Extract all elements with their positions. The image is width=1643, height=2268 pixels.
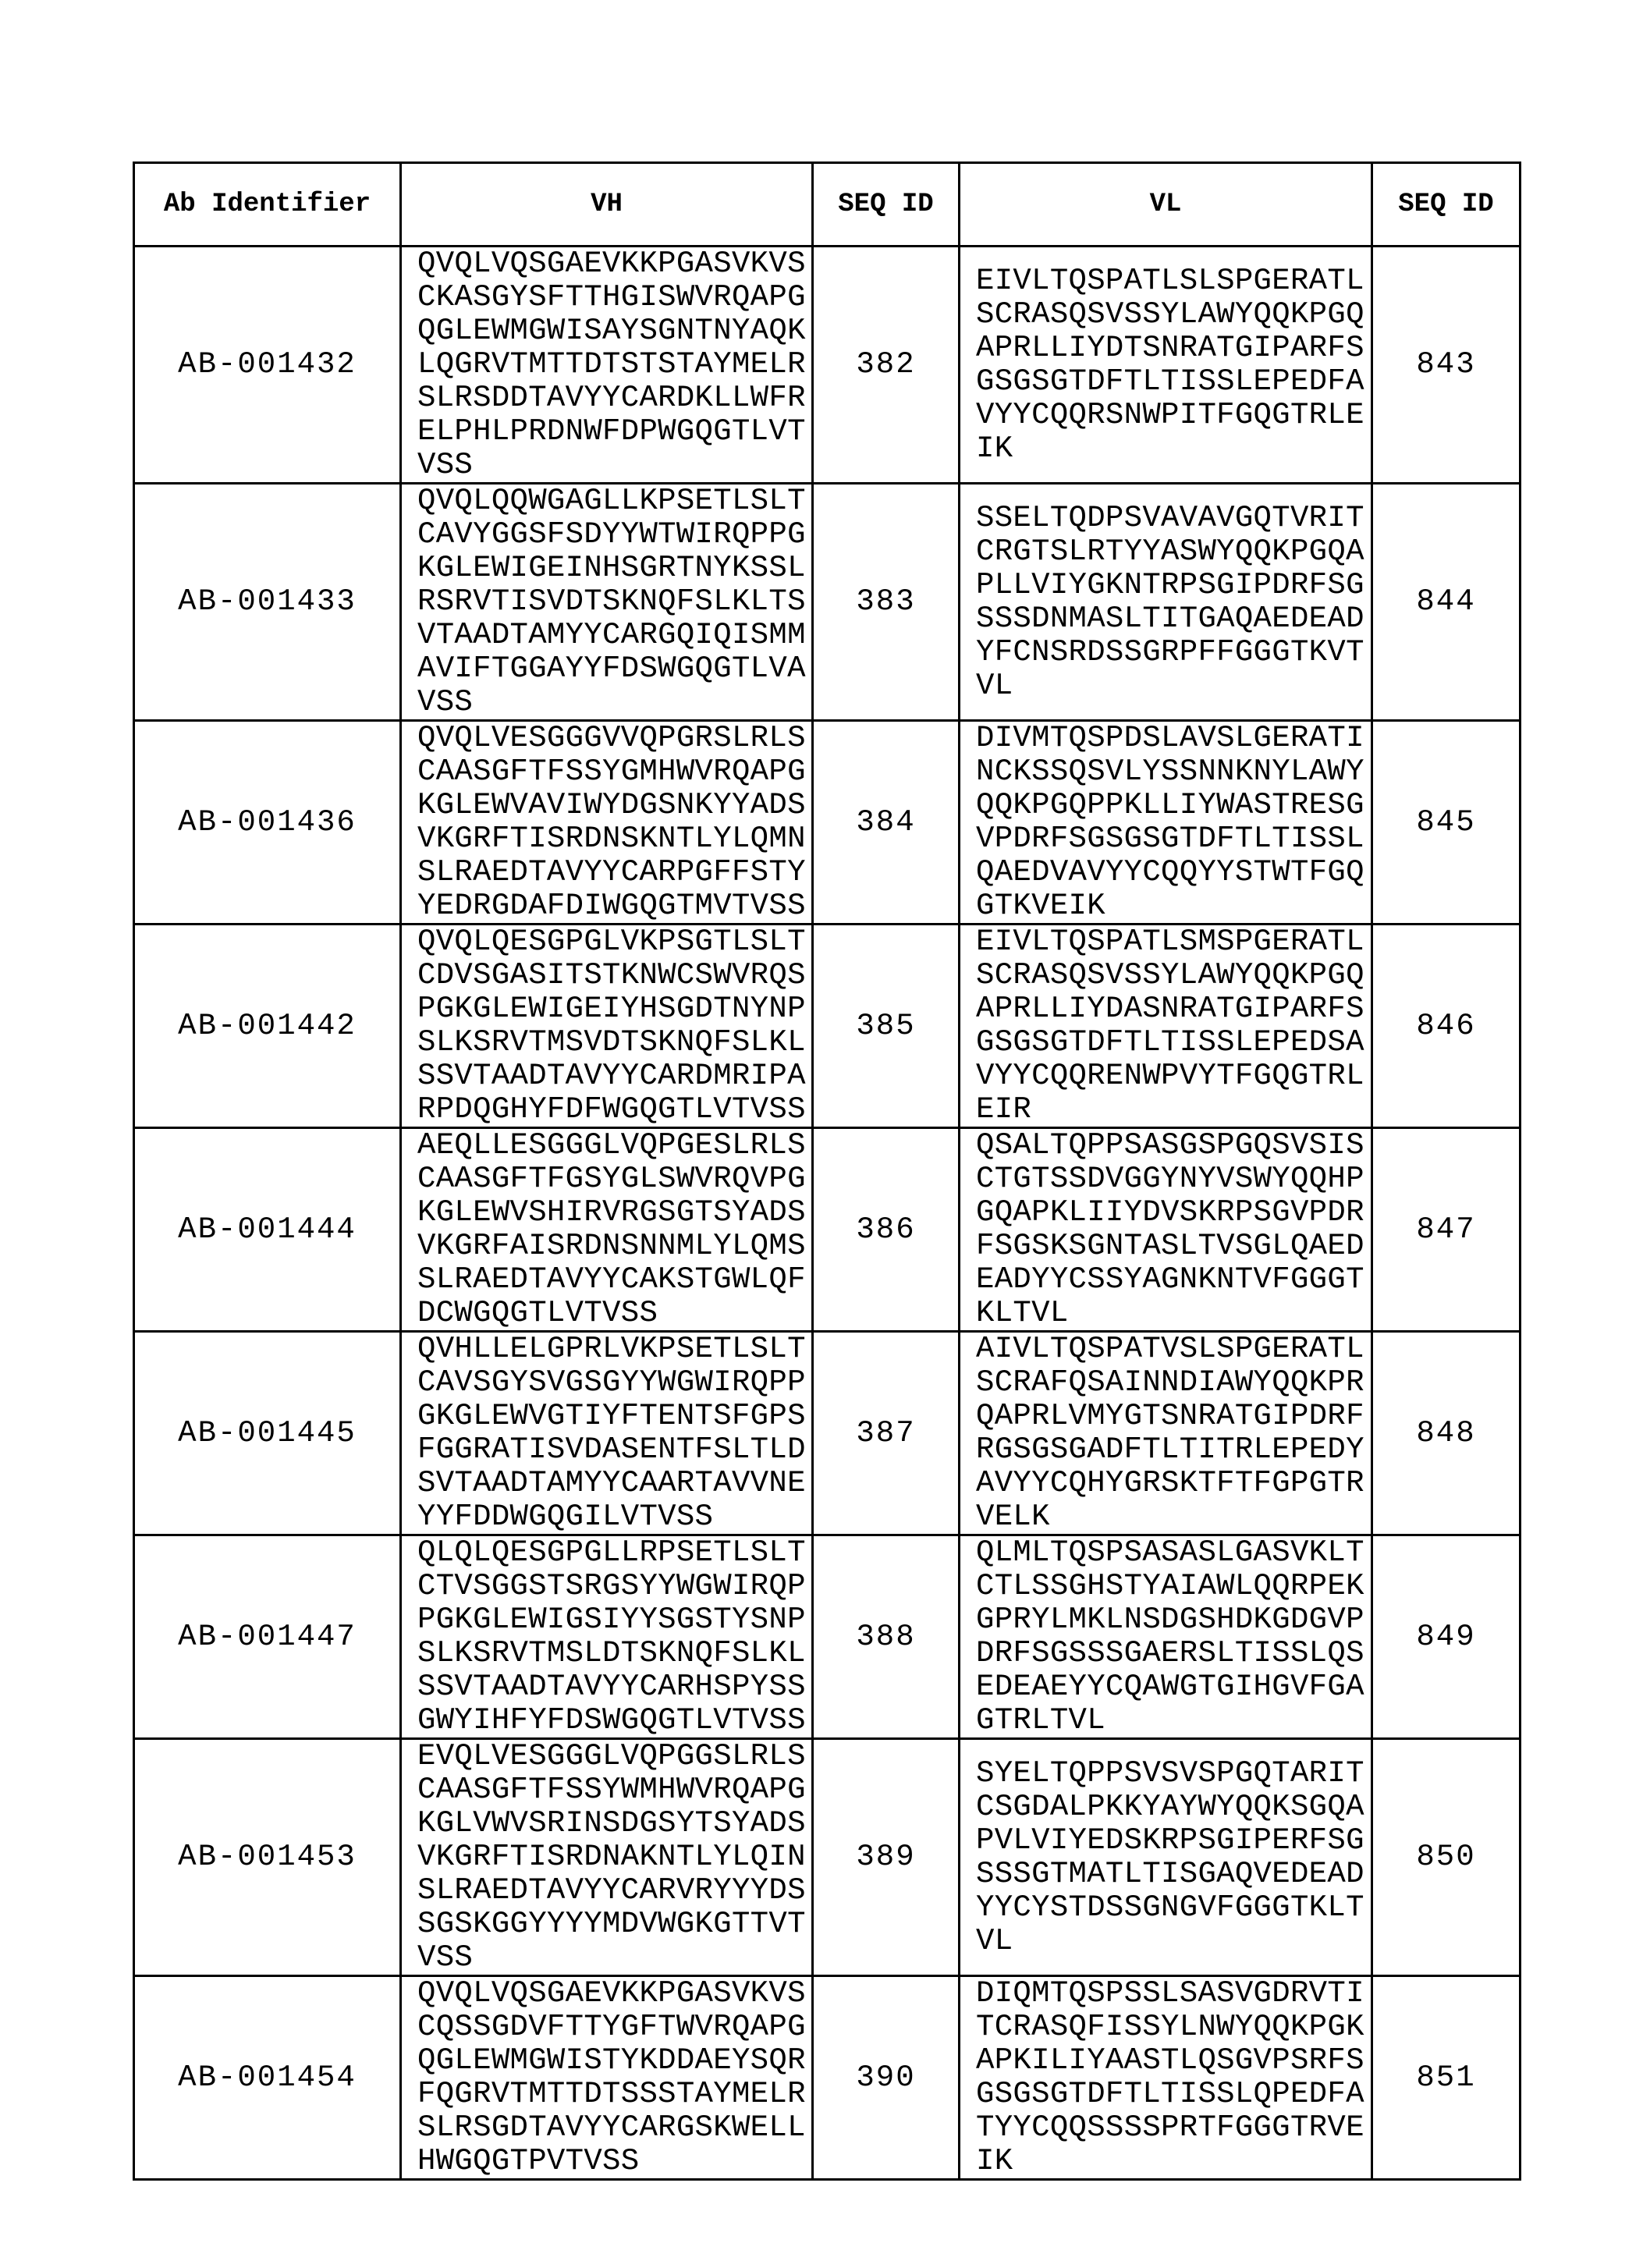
sequence-line: GSGSGTDFTLTISSLEPEDFA [976,365,1371,399]
vh-sequence-cell [401,1535,813,1739]
sequence-line: EIVLTQSPATLSLSPGERATL [976,264,1371,298]
sequence-line: TCRASQFISSYLNWYQQKPGK [976,2011,1371,2044]
sequence-line: QGLEWMGWISTYKDDAEYSQR [417,2044,811,2078]
sequence-line: SLKSRVTMSLDTSKNQFSLKL [417,1637,811,1670]
sequence-line: DCWGQGTLVTVSS [417,1297,811,1330]
vh-sequence-cell [401,721,813,925]
header-vh-seq-id: SEQ ID [813,163,960,247]
sequence-line: PLLVIYGKNTRPSGIPDRFSG [976,569,1371,602]
sequence-line: PVLVIYEDSKRPSGIPERFSG [976,1824,1371,1858]
sequence-line: VKGRFTISRDNSKNTLYLQMN [417,822,811,856]
vl-seq-id-cell: 846 [1372,925,1521,1128]
header-vl: VL [960,163,1372,247]
sequence-line: FQGRVTMTTDTSSSTAYMELR [417,2078,811,2111]
table-row [134,1739,1521,1976]
sequence-line: GSGSGTDFTLTISSLQPEDFA [976,2078,1371,2111]
sequence-line: CTLSSGHSTYAIAWLQQRPEK [976,1570,1371,1603]
sequence-line: GTKVEIK [976,889,1371,923]
sequence-line: SSSDNMASLTITGAQAEDEAD [976,602,1371,636]
sequence-line: GPRYLMKLNSDGSHDKGDGVP [976,1603,1371,1637]
sequence-line: SLRSGDTAVYYCARGSKWELL [417,2111,811,2145]
vh-seq-id-cell: 390 [813,1976,960,2180]
vl-sequence-cell [960,1739,1372,1976]
sequence-line: CQSSGDVFTTYGFTWVRQAPG [417,2011,811,2044]
sequence-line: VELK [976,1500,1371,1534]
sequence-line: EIR [976,1093,1371,1127]
sequence-line: PGKGLEWIGEIYHSGDTNYNP [417,992,811,1026]
sequence-line: SVTAADTAMYYCAARTAVVNE [417,1467,811,1500]
sequence-line: SLRSDDTAVYYCARDKLLWFR [417,382,811,415]
sequence-line: GKGLEWVGTIYFTENTSFGPS [417,1400,811,1433]
sequence-line: VSS [417,1941,811,1975]
vh-seq-id-cell: 382 [813,247,960,484]
vl-seq-id-cell: 843 [1372,247,1521,484]
sequence-line: CAVYGGSFSDYYWTWIRQPPG [417,518,811,552]
sequence-line: VTAADTAMYYCARGQIQISMM [417,619,811,652]
sequence-line: EDEAEYYCQAWGTGIHGVFGA [976,1670,1371,1704]
sequence-line: NCKSSQSVLYSSNNKNYLAWY [976,755,1371,789]
header-ab-identifier: Ab Identifier [134,163,401,247]
sequence-line: SSVTAADTAVYYCARDMRIPA [417,1059,811,1093]
table-row [134,1332,1521,1535]
sequence-line: CSGDALPKKYAYWYQQKSGQA [976,1791,1371,1824]
sequence-line: GTRLTVL [976,1704,1371,1737]
sequence-line: VYYCQQRSNWPITFGQGTRLE [976,399,1371,432]
sequence-line: YYFDDWGQGILVTVSS [417,1500,811,1534]
sequence-line: AVYYCQHYGRSKTFTFGPGTR [976,1467,1371,1500]
ab-identifier-cell: AB-001447 [134,1535,401,1739]
vh-seq-id-cell: 383 [813,484,960,721]
sequence-line: SLKSRVTMSVDTSKNQFSLKL [417,1026,811,1059]
vl-sequence-cell [960,484,1372,721]
table-row [134,925,1521,1128]
sequence-line: KGLEWVSHIRVRGSGTSYADS [417,1196,811,1230]
vl-seq-id-cell: 848 [1372,1332,1521,1535]
ab-identifier-cell: AB-001436 [134,721,401,925]
sequence-line: KGLEWIGEINHSGRTNYKSSL [417,552,811,585]
ab-identifier-cell: AB-001445 [134,1332,401,1535]
vl-seq-id-cell: 844 [1372,484,1521,721]
sequence-line: SLRAEDTAVYYCARVRYYYDS [417,1874,811,1908]
table-row [134,484,1521,721]
ab-identifier-cell: AB-001453 [134,1739,401,1976]
sequence-line: DIQMTQSPSSLSASVGDRVTI [976,1977,1371,2011]
sequence-line: GSGSGTDFTLTISSLEPEDSA [976,1026,1371,1059]
sequence-line: CRGTSLRTYYASWYQQKPGQA [976,535,1371,569]
sequence-line: VL [976,669,1371,703]
sequence-line: VSS [417,686,811,719]
sequence-line: QVQLQESGPGLVKPSGTLSLT [417,925,811,959]
sequence-line: SCRAFQSAINNDIAWYQQKPR [976,1366,1371,1400]
sequence-line: VYYCQQRENWPVYTFGQGTRL [976,1059,1371,1093]
vl-sequence-cell [960,247,1372,484]
sequence-line: YEDRGDAFDIWGQGTMVTVSS [417,889,811,923]
vh-sequence-cell [401,1332,813,1535]
sequence-line: SSELTQDPSVAVAVGQTVRIT [976,502,1371,535]
sequence-line: APRLLIYDTSNRATGIPARFS [976,332,1371,365]
sequence-line: SCRASQSVSSYLAWYQQKPGQ [976,959,1371,992]
header-vl-seq-id: SEQ ID [1372,163,1521,247]
sequence-line: CTVSGGSTSRGSYYWGWIRQP [417,1570,811,1603]
ab-identifier-cell: AB-001442 [134,925,401,1128]
sequence-line: GQAPKLIIYDVSKRPSGVPDR [976,1196,1371,1230]
sequence-line: SLRAEDTAVYYCARPGFFSTY [417,856,811,889]
sequence-line: QVQLVQSGAEVKKPGASVKVS [417,247,811,281]
sequence-line: QGLEWMGWISAYSGNTNYAQK [417,314,811,348]
sequence-line: AIVLTQSPATVSLSPGERATL [976,1333,1371,1366]
sequence-line: VKGRFTISRDNAKNTLYLQIN [417,1840,811,1874]
vh-sequence-cell [401,925,813,1128]
sequence-line: YYCYSTDSSGNGVFGGGTKLT [976,1891,1371,1925]
vh-sequence-cell [401,1739,813,1976]
sequence-line: KLTVL [976,1297,1371,1330]
vl-sequence-cell [960,925,1372,1128]
vl-sequence-cell [960,1976,1372,2180]
vl-seq-id-cell: 850 [1372,1739,1521,1976]
sequence-line: TYYCQQSSSSPRTFGGGTRVE [976,2111,1371,2145]
sequence-line: QAEDVAVYYCQQYYSTWTFGQ [976,856,1371,889]
vl-sequence-cell [960,1332,1372,1535]
sequence-line: EADYYCSSYAGNKNTVFGGGT [976,1263,1371,1297]
vh-seq-id-cell: 387 [813,1332,960,1535]
sequence-line: RSRVTISVDTSKNQFSLKLTS [417,585,811,619]
vh-sequence-cell [401,1976,813,2180]
table-row [134,721,1521,925]
sequence-line: YFCNSRDSSGRPFFGGGTKVT [976,636,1371,669]
sequence-line: QLQLQESGPGLLRPSETLSLT [417,1536,811,1570]
sequence-line: CAASGFTFGSYGLSWVRQVPG [417,1162,811,1196]
vh-sequence-cell [401,484,813,721]
sequence-line: SGSKGGYYYYMDVWGKGTTVT [417,1908,811,1941]
sequence-line: SYELTQPPSVSVSPGQTARIT [976,1757,1371,1791]
sequence-line: SSSGTMATLTISGAQVEDEAD [976,1858,1371,1891]
sequence-line: IK [976,432,1371,466]
sequence-line: AEQLLESGGGLVQPGESLRLS [417,1129,811,1162]
ab-identifier-cell: AB-001432 [134,247,401,484]
sequence-line: QVQLVQSGAEVKKPGASVKVS [417,1977,811,2011]
sequence-line: KGLEWVAVIWYDGSNKYYADS [417,789,811,822]
vl-sequence-cell [960,1535,1372,1739]
sequence-line: HWGQGTPVTVSS [417,2145,811,2178]
antibody-sequence-table [133,161,1521,2181]
ab-identifier-cell: AB-001454 [134,1976,401,2180]
sequence-line: CAASGFTFSSYGMHWVRQAPG [417,755,811,789]
sequence-line: APRLLIYDASNRATGIPARFS [976,992,1371,1026]
vh-sequence-cell [401,247,813,484]
sequence-line: VKGRFAISRDNSNNMLYLQMS [417,1230,811,1263]
sequence-line: VL [976,1925,1371,1958]
sequence-line: VSS [417,449,811,482]
vh-seq-id-cell: 389 [813,1739,960,1976]
sequence-line: CAVSGYSVGSGYYWGWIRQPP [417,1366,811,1400]
vl-sequence-cell [960,1128,1372,1332]
vl-seq-id-cell: 845 [1372,721,1521,925]
vh-seq-id-cell: 384 [813,721,960,925]
sequence-line: EVQLVESGGGLVQPGGSLRLS [417,1740,811,1773]
sequence-line: KGLVWVSRINSDGSYTSYADS [417,1807,811,1840]
sequence-line: SSVTAADTAVYYCARHSPYSS [417,1670,811,1704]
sequence-line: VPDRFSGSGSGTDFTLTISSL [976,822,1371,856]
vl-seq-id-cell: 851 [1372,1976,1521,2180]
sequence-line: PGKGLEWIGSIYYSGSTYSNP [417,1603,811,1637]
vh-sequence-cell [401,1128,813,1332]
vl-seq-id-cell: 847 [1372,1128,1521,1332]
sequence-line: QLMLTQSPSASASLGASVKLT [976,1536,1371,1570]
sequence-line: QSALTQPPSASGSPGQSVSIS [976,1129,1371,1162]
sequence-line: DRFSGSSSGAERSLTISSLQS [976,1637,1371,1670]
sequence-line: EIVLTQSPATLSMSPGERATL [976,925,1371,959]
sequence-line: FGGRATISVDASENTFSLTLD [417,1433,811,1467]
vh-seq-id-cell: 385 [813,925,960,1128]
sequence-line: ELPHLPRDNWFDPWGQGTLVT [417,415,811,449]
ab-identifier-cell: AB-001444 [134,1128,401,1332]
vh-seq-id-cell: 388 [813,1535,960,1739]
sequence-line: FSGSKSGNTASLTVSGLQAED [976,1230,1371,1263]
sequence-line: RPDQGHYFDFWGQGTLVTVSS [417,1093,811,1127]
header-vh: VH [401,163,813,247]
sequence-line: QVQLVESGGGVVQPGRSLRLS [417,722,811,755]
sequence-line: RGSGSGADFTLTITRLEPEDY [976,1433,1371,1467]
ab-identifier-cell: AB-001433 [134,484,401,721]
table-row [134,1535,1521,1739]
sequence-line: SLRAEDTAVYYCAKSTGWLQF [417,1263,811,1297]
vl-seq-id-cell: 849 [1372,1535,1521,1739]
table-row [134,1128,1521,1332]
sequence-line: CDVSGASITSTKNWCSWVRQS [417,959,811,992]
sequence-line: CAASGFTFSSYWMHWVRQAPG [417,1773,811,1807]
sequence-line: APKILIYAASTLQSGVPSRFS [976,2044,1371,2078]
vl-sequence-cell [960,721,1372,925]
sequence-line: CKASGYSFTTHGISWVRQAPG [417,281,811,314]
sequence-line: QQKPGQPPKLLIYWASTRESG [976,789,1371,822]
sequence-line: AVIFTGGAYYFDSWGQGTLVA [417,652,811,686]
sequence-line: QVQLQQWGAGLLKPSETLSLT [417,484,811,518]
sequence-line: IK [976,2145,1371,2178]
sequence-line: CTGTSSDVGGYNYVSWYQQHP [976,1162,1371,1196]
table-row [134,247,1521,484]
sequence-line: GWYIHFYFDSWGQGTLVTVSS [417,1704,811,1737]
header-row [134,163,1521,247]
sequence-line: SCRASQSVSSYLAWYQQKPGQ [976,298,1371,332]
table-row [134,1976,1521,2180]
sequence-line: LQGRVTMTTDTSTSTAYMELR [417,348,811,382]
sequence-line: QAPRLVMYGTSNRATGIPDRF [976,1400,1371,1433]
vh-seq-id-cell: 386 [813,1128,960,1332]
sequence-line: DIVMTQSPDSLAVSLGERATI [976,722,1371,755]
sequence-line: QVHLLELGPRLVKPSETLSLT [417,1333,811,1366]
